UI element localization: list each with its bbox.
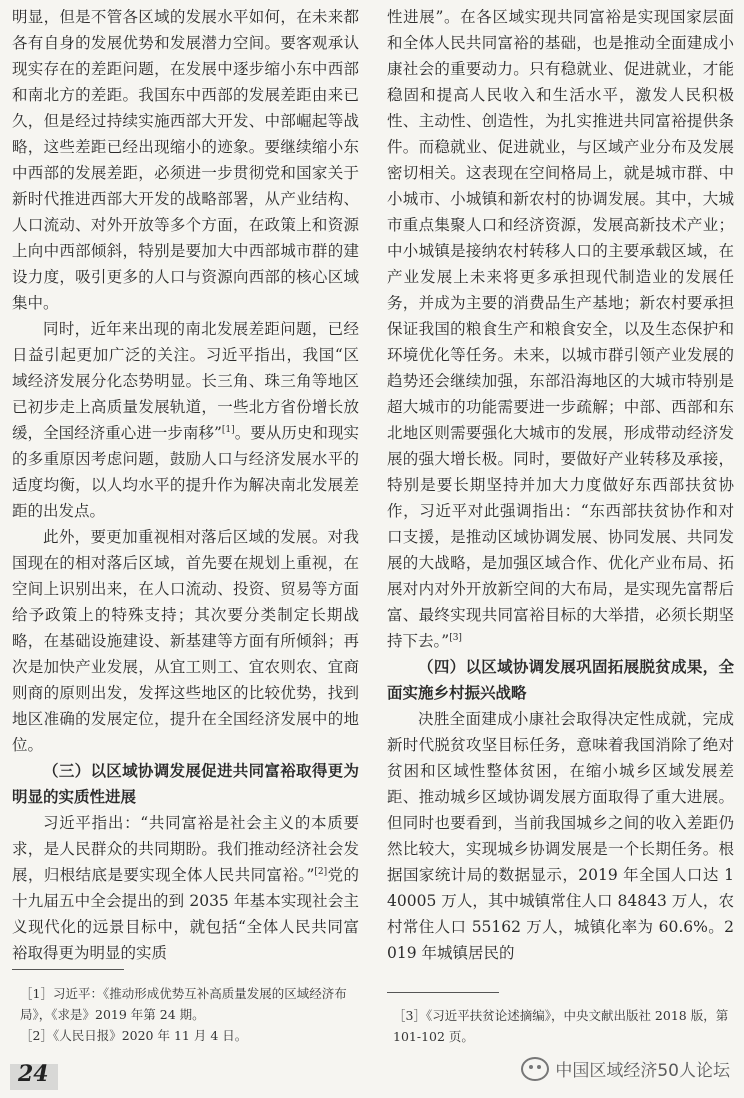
- paragraph-4-text-b: 党的十九届五中全会提出的到 2035 年基本实现社会主义现代化的远景目标中，就包括“全体人民共同富裕取得更为明显的实质: [12, 866, 359, 962]
- paragraph-3: 此外，要更加重视相对落后区域的发展。对我国现在的相对落后区域，首先要在规划上重视，在空间上识别出来，在人口流动、投资、贸易等方面给予政策上的特殊支持；其次要分类制定长期战略，在基础设施建设、新基建等方面有所倾斜；再次是加快产业发展，从宜工则工、宜农则农、宜商则商的原则出发，发挥这些地区的比较优势，找到地区准确的发展定位，提升在全国经济发展中的地位。: [12, 528, 359, 754]
- footnotes-left: [20, 983, 360, 1046]
- paragraph-6: 决胜全面建成小康社会取得决定性成就，完成新时代脱贫攻坚目标任务，意味着我国消除了绝对贫困和区域性整体贫困，在缩小城乡区域发展差距、推动城乡区域协调发展方面取得了重大进展。但同时也要看到，当前我国城乡之间的收入差距仍然比较大，实现城乡协调发展是一个长期任务。根据国家统计局的数据显示，2019 年全国人口达 140005 万人，其中城镇常住人口 84843 万人，农村常住人口 55162 万人，城镇化率为 60.6%。2019 年城镇居民的: [387, 710, 734, 962]
- paragraph-5: [387, 4, 734, 654]
- footnote-3: ［3］《习近平扶贫论述摘编》，中央文献出版社 2018 版，第 101-102 页。: [393, 1008, 729, 1044]
- watermark-text: 中国区域经济50人论坛: [555, 1061, 730, 1081]
- right-column: [387, 4, 734, 966]
- paragraph-4: [12, 810, 359, 966]
- paragraph-4-text-a: 习近平指出：“共同富裕是社会主义的本质要求，是人民群众的共同期盼。我们推动经济社会发展，归根结底是要实现全体人民共同富裕。”: [12, 814, 359, 884]
- page-number: 24: [18, 1061, 49, 1087]
- paragraph-5-text: 性进展”。在各区域实现共同富裕是实现国家层面和全体人民共同富裕的基础，也是推动全面建成小康社会的重要动力。只有稳就业、促进就业，才能稳固和提高人民收入和生活水平，激发人民积极性、主动性、创造性，为扎实推进共同富裕提供条件。而稳就业、促进就业，与区域产业分布及发展密切相关。这表现在空间格局上，就是城市群、中小城市、小城镇和新农村的协调发展。其中，大城市重点集聚人口和经济资源，发展高新技术产业；中小城镇是接纳农村转移人口的主要承载区域，在产业发展上未来将更多承担现代制造业的发展任务，并成为主要的消费品生产基地；新农村要承担保证我国的粮食生产和粮食安全，以及生态保护和环境优化等任务。未来，以城市群引领产业发展的趋势还会继续加强，东部沿海地区的大城市特别是超大城市的功能需要进一步疏解；中部、西部和东北地区则需要强化大城市的发展，形成带动经济发展的强大增长极。同时，要做好产业转移及承接，特别是要长期坚持并加大力度做好东西部扶贫协作，习近平对此强调指出：“东西部扶贫协作和对口支援，是推动区域协调发展、协同发展、共同发展的大战略，是加强区域合作、优化产业布局、拓展对内对外开放新空间的大布局，是实现先富帮后富、最终实现共同富裕目标的大举措，必须长期坚持下去。”: [387, 8, 734, 650]
- section-heading-4: （四）以区域协调发展巩固拓展脱贫成果，全面实施乡村振兴战略: [387, 657, 734, 702]
- wechat-icon: [521, 1057, 549, 1081]
- citation-3: [3]: [449, 632, 462, 643]
- footnote-divider-right: [387, 992, 499, 993]
- paragraph-2-text-a: 同时，近年来出现的南北发展差距问题，已经日益引起更加广泛的关注。习近平指出，我国“区域经济发展分化态势明显。长三角、珠三角等地区已初步走上高质量发展轨道，一些北方省份增长放缓，全国经济重心进一步南移”: [12, 320, 359, 442]
- footnote-2: ［2］《人民日报》2020 年 11 月 4 日。: [20, 1028, 248, 1043]
- footnote-1: ［1］习近平：《推动形成优势互补高质量发展的区域经济布局》，《求是》2019 年第 24 期。: [20, 986, 347, 1022]
- paragraph-2: [12, 316, 359, 524]
- paragraph-1: 明显，但是不管各区域的发展水平如何，在未来都各有自身的发展优势和发展潜力空间。要客观承认现实存在的差距问题，在发展中逐步缩小东中西部和南北方的差距。我国东中西部的发展差距由来已久，但是经过持续实施西部大开发、中部崛起等战略，这些差距已经出现缩小的迹象。要继续缩小东中西部的发展差距，必须进一步贯彻党和国家关于新时代推进西部大开发的战略部署，从产业结构、人口流动、对外开放等多个方面，在政策上和资源上向中西部倾斜，特别是要加大中西部城市群的建设力度，吸引更多的人口与资源向西部的核心区域集中。: [12, 8, 359, 312]
- left-column: [12, 4, 359, 966]
- paragraph-2-text-b: 。要从历史和现实的多重原因考虑问题，鼓励人口与经济发展水平的适度均衡，以人均水平的提升作为解决南北发展差距的出发点。: [12, 424, 359, 520]
- watermark: [521, 1056, 730, 1081]
- footnotes-right: [393, 1005, 733, 1047]
- citation-2: [2]: [314, 866, 328, 877]
- section-heading-3: （三）以区域协调发展促进共同富裕取得更为明显的实质性进展: [12, 761, 359, 806]
- citation-1: [1]: [221, 424, 235, 435]
- footnote-divider-left: [12, 969, 124, 970]
